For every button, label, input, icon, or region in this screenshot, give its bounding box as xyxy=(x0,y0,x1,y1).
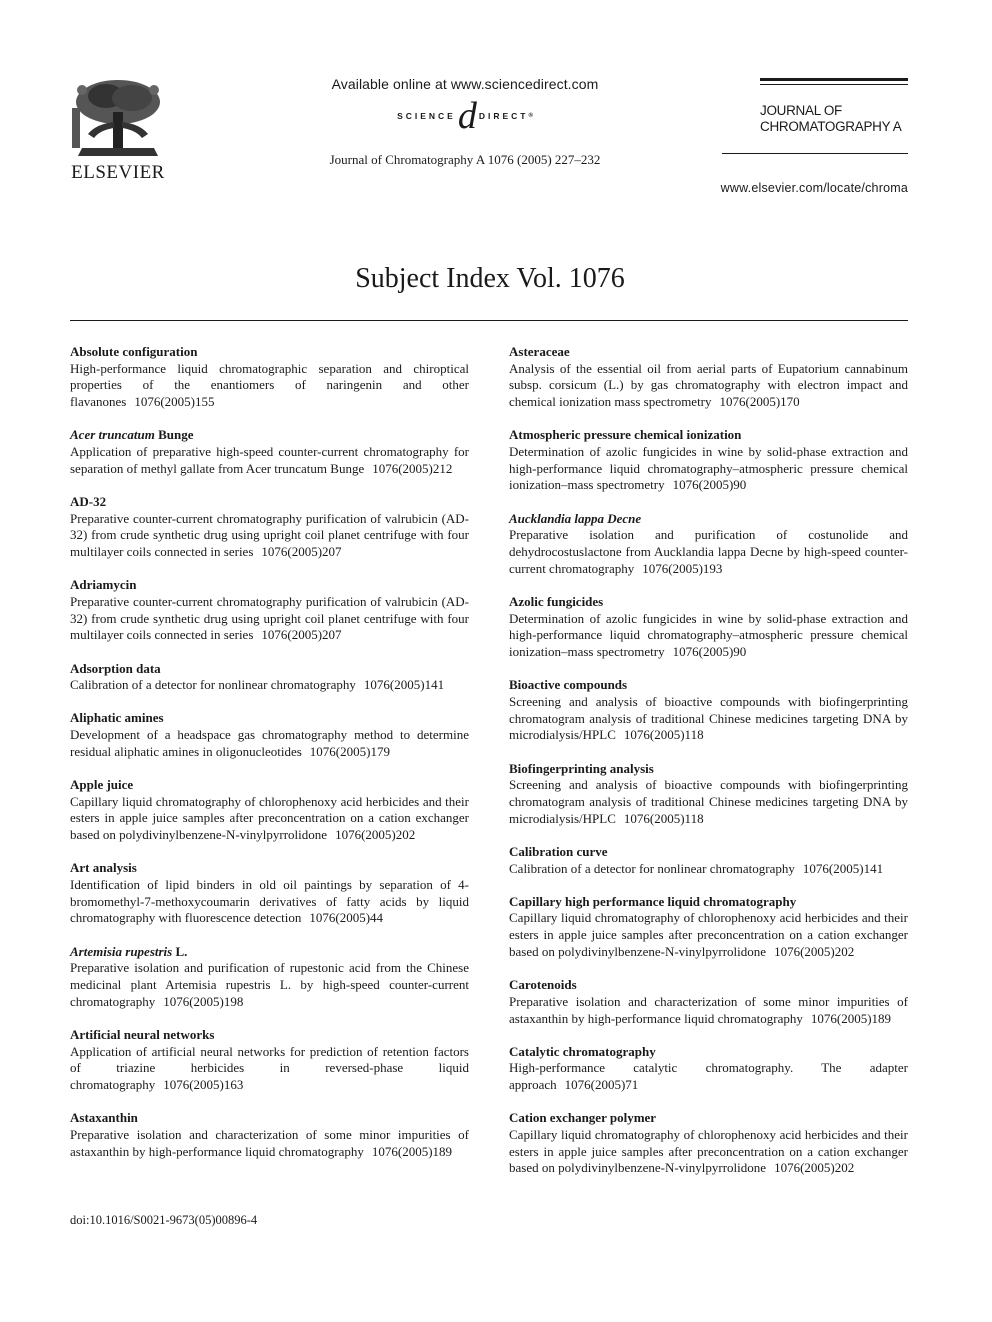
index-entry xyxy=(70,777,469,844)
index-term xyxy=(70,777,469,794)
index-description-text: Identification of lipid binders in old oil paintings by separation of 4-bromomethyl-7-methoxycoumarin derivatives of fatty acids by liquid chromatography with fluorescence detection xyxy=(70,877,469,926)
index-description-text: Screening and analysis of bioactive compounds with biofingerprinting chromatogram analysis of traditional Chinese medicines targeting DNA by microdialysis/HPLC xyxy=(509,693,908,743)
index-term-text: Cation exchanger polymer xyxy=(509,1110,657,1126)
index-reference-link[interactable]: 1076(2005)198 xyxy=(163,993,244,1009)
index-reference-link[interactable]: 1076(2005)71 xyxy=(564,1077,639,1093)
index-description xyxy=(70,877,469,927)
index-term-text: Asteraceae xyxy=(509,344,570,359)
index-reference-link[interactable]: 1076(2005)141 xyxy=(363,677,445,693)
index-entry xyxy=(70,427,469,477)
journal-masthead xyxy=(760,78,908,154)
masthead-rule-thin xyxy=(760,84,908,85)
index-description-text: Screening and analysis of bioactive compounds with biofingerprinting chromatogram analysis of traditional Chinese medicines targeting DNA by microdialysis/HPLC xyxy=(509,777,908,826)
index-reference-link[interactable]: 1076(2005)202 xyxy=(774,943,855,959)
index-description xyxy=(70,960,469,1010)
index-entry xyxy=(70,1110,469,1160)
index-term xyxy=(509,511,908,528)
index-description-text: Development of a headspace gas chromatography method to determine residual aliphatic amines in oligonucleotides xyxy=(70,727,469,759)
index-description-text: Capillary liquid chromatography of chlorophenoxy acid herbicides and their esters in apple juice samples after preconcentration on a cation exchanger based on polydivinylbenzene-N-vinylpyrrolidone xyxy=(509,1127,908,1176)
index-entry xyxy=(70,494,469,561)
index-term-text: Artificial neural networks xyxy=(70,1027,215,1042)
index-entry xyxy=(509,427,908,494)
index-term-text: Absolute configuration xyxy=(70,344,198,359)
index-reference-link[interactable]: 1076(2005)163 xyxy=(163,1077,244,1093)
index-reference-link[interactable]: 1076(2005)90 xyxy=(672,477,747,493)
index-term xyxy=(70,1110,469,1127)
index-description xyxy=(509,861,908,878)
index-entry xyxy=(509,677,908,744)
index-term-text: Aliphatic amines xyxy=(70,710,164,726)
index-description xyxy=(509,611,908,661)
index-term-italic: Aucklandia lappa Decne xyxy=(509,510,642,526)
index-reference-link[interactable]: 1076(2005)179 xyxy=(309,743,390,759)
index-description xyxy=(509,910,908,960)
index-description-text: Preparative isolation and characterization of some minor impurities of astaxanthin by high-performance liquid chromatography xyxy=(509,993,908,1026)
index-description xyxy=(509,361,908,411)
index-term-text: AD-32 xyxy=(70,493,107,509)
index-term xyxy=(509,677,908,694)
index-reference-link[interactable]: 1076(2005)141 xyxy=(802,860,884,876)
index-description xyxy=(509,777,908,827)
index-reference-link[interactable]: 1076(2005)90 xyxy=(672,644,747,660)
index-term-text: Calibration curve xyxy=(509,843,608,859)
index-description-text: Preparative isolation and characterization of some minor impurities of astaxanthin by high-performance liquid chromatography xyxy=(70,1127,469,1159)
sd-right-text: DIRECT xyxy=(478,111,529,121)
index-term-text: Carotenoids xyxy=(509,977,577,993)
journal-citation: Journal of Chromatography A 1076 (2005) 227–232 xyxy=(329,152,601,167)
doi-footer[interactable]: doi:10.1016/S0021-9673(05)00896-4 xyxy=(70,1213,258,1227)
journal-name-line1: JOURNAL OF xyxy=(760,103,843,118)
index-reference-link[interactable]: 1076(2005)193 xyxy=(642,560,723,576)
index-reference-link[interactable]: 1076(2005)207 xyxy=(261,544,342,560)
index-reference-link[interactable]: 1076(2005)202 xyxy=(335,827,416,843)
index-description-text: Determination of azolic fungicides in wine by solid-phase extraction and high-performance liquid chromatography–atmospheric pressure chemical ionization–mass spectrometry xyxy=(509,444,908,493)
index-term xyxy=(70,710,469,727)
right-column xyxy=(509,344,908,1194)
index-description-text: Capillary liquid chromatography of chlorophenoxy acid herbicides and their esters in apple juice samples after preconcentration on a cation exchanger based on polydivinylbenzene-N-vinylpyrrolidone xyxy=(70,793,469,843)
index-description-text: Calibration of a detector for nonlinear chromatography xyxy=(70,677,356,693)
masthead-rule-bottom xyxy=(722,153,908,154)
index-term xyxy=(509,1110,908,1127)
index-term xyxy=(509,594,908,611)
sciencedirect-logo xyxy=(300,96,630,136)
index-entry xyxy=(509,594,908,661)
index-reference-link[interactable]: 1076(2005)118 xyxy=(623,727,704,743)
index-term xyxy=(70,944,469,961)
index-term xyxy=(70,860,469,877)
index-description-text: Preparative isolation and purification of rupestonic acid from the Chinese medicinal plant Artemisia rupestris L. by high-speed counter-current chromatography xyxy=(70,960,469,1009)
index-term-italic: Acer truncatum xyxy=(70,427,155,443)
available-online-text: Available online at www.sciencedirect.com xyxy=(331,76,599,92)
index-description xyxy=(509,694,908,744)
index-term xyxy=(509,427,908,444)
index-term-text: Art analysis xyxy=(70,860,137,876)
index-description-text: High-performance catalytic chromatography. The adapter approach xyxy=(509,1060,908,1093)
index-entry xyxy=(509,761,908,828)
index-entry xyxy=(509,511,908,578)
index-entry xyxy=(509,977,908,1027)
index-term-text: Bunge xyxy=(158,427,194,443)
index-term-italic: Artemisia rupestris xyxy=(70,943,173,959)
index-description xyxy=(70,1044,469,1094)
index-reference-link[interactable]: 1076(2005)189 xyxy=(371,1143,453,1159)
index-description xyxy=(70,677,469,694)
index-entry xyxy=(70,860,469,927)
index-description xyxy=(70,361,469,411)
index-description xyxy=(509,1060,908,1093)
index-description-text: Application of artificial neural networks for prediction of retention factors of triazine herbicides in reversed-phase liquid chromatography xyxy=(70,1043,469,1093)
index-term xyxy=(70,1027,469,1044)
index-description xyxy=(509,444,908,494)
index-term-text: Adriamycin xyxy=(70,577,137,593)
sd-registered-mark: ® xyxy=(528,113,533,119)
index-entry xyxy=(70,344,469,411)
index-term xyxy=(509,844,908,861)
index-term xyxy=(509,761,908,778)
index-term-text: Bioactive compounds xyxy=(509,677,628,693)
masthead-rule-thick xyxy=(760,78,908,81)
index-description xyxy=(70,511,469,561)
index-entry xyxy=(509,1044,908,1094)
index-term xyxy=(509,1044,908,1061)
index-description-text: High-performance liquid chromatographic separation and chiroptical properties of the enantiomers of naringenin and other flavanones xyxy=(70,360,469,410)
index-reference-link[interactable]: 1076(2005)202 xyxy=(774,1160,855,1176)
index-term xyxy=(70,427,469,444)
index-reference-link[interactable]: 1076(2005)212 xyxy=(372,460,453,476)
index-term xyxy=(509,894,908,911)
publisher-logo xyxy=(68,78,168,184)
page-title: Subject Index Vol. 1076 xyxy=(355,263,625,294)
index-description-text: Preparative counter-current chromatography purification of valrubicin (AD-32) from crude synthetic drug using upright coil planet centrifuge with four multilayer coils connected in series xyxy=(70,510,469,560)
index-term-text: L. xyxy=(175,943,188,959)
index-term xyxy=(509,344,908,361)
index-term-text: Adsorption data xyxy=(70,660,161,676)
index-description-text: Capillary liquid chromatography of chlorophenoxy acid herbicides and their esters in apple juice samples after preconcentration on a cation exchanger based on polydivinylbenzene-N-vinylpyrrolidone xyxy=(509,910,908,959)
index-entry xyxy=(70,944,469,1011)
index-reference-link[interactable]: 1076(2005)118 xyxy=(623,810,704,826)
index-term-text: Apple juice xyxy=(70,777,134,793)
index-entry xyxy=(509,1110,908,1177)
index-description-text: Preparative counter-current chromatography purification of valrubicin (AD-32) from crude synthetic drug using upright coil planet centrifuge with four multilayer coils connected in series xyxy=(70,593,469,643)
index-description xyxy=(509,1127,908,1177)
index-term xyxy=(70,344,469,361)
elsevier-tree-icon xyxy=(68,78,168,160)
index-reference-link[interactable]: 1076(2005)189 xyxy=(810,1010,892,1026)
index-description-text: Preparative isolation and purification of costunolide and dehydrocostuslactone from Aucklandia lappa Decne by high-speed counter-current chromatography xyxy=(509,527,908,576)
index-reference-link[interactable]: 1076(2005)170 xyxy=(719,394,800,410)
title-divider xyxy=(70,320,908,321)
index-entry xyxy=(509,894,908,961)
left-column xyxy=(70,344,469,1177)
index-description xyxy=(70,727,469,760)
index-description xyxy=(70,594,469,644)
index-term xyxy=(70,661,469,678)
index-entry xyxy=(509,344,908,411)
index-description-text: Calibration of a detector for nonlinear chromatography xyxy=(509,860,795,876)
sd-at-icon: d xyxy=(457,95,477,137)
index-term-text: Biofingerprinting analysis xyxy=(509,760,654,776)
index-entry xyxy=(70,710,469,760)
index-description xyxy=(509,527,908,577)
index-term-text: Astaxanthin xyxy=(70,1110,138,1126)
index-term-text: Atmospheric pressure chemical ionization xyxy=(509,427,742,443)
index-description xyxy=(70,1127,469,1160)
index-term-text: Catalytic chromatography xyxy=(509,1043,656,1059)
index-description-text: Determination of azolic fungicides in wine by solid-phase extraction and high-performance liquid chromatography–atmospheric pressure chemical ionization–mass spectrometry xyxy=(509,610,908,660)
index-description-text: Application of preparative high-speed counter-current chromatography for separation of methyl gallate from Acer truncatum Bunge xyxy=(70,444,469,476)
index-reference-link[interactable]: 1076(2005)44 xyxy=(309,910,384,926)
publisher-name: ELSEVIER xyxy=(71,162,165,183)
index-entry xyxy=(70,1027,469,1094)
index-term-text: Capillary high performance liquid chromatography xyxy=(509,893,797,909)
index-entry xyxy=(70,661,469,694)
index-description xyxy=(70,794,469,844)
journal-name-line2: CHROMATOGRAPHY A xyxy=(760,119,902,134)
sciencedirect-header xyxy=(300,76,630,168)
index-term xyxy=(70,494,469,511)
index-term xyxy=(509,977,908,994)
journal-name xyxy=(760,103,908,135)
index-entry xyxy=(70,577,469,644)
journal-url-link[interactable]: www.elsevier.com/locate/chroma xyxy=(720,181,908,195)
index-term xyxy=(70,577,469,594)
index-description xyxy=(70,444,469,477)
index-description-text: Analysis of the essential oil from aerial parts of Eupatorium cannabinum subsp. corsicum (L.) by gas chromatography with electron impact and chemical ionization mass spectrometry xyxy=(509,360,908,410)
index-reference-link[interactable]: 1076(2005)207 xyxy=(261,627,342,643)
sd-left-text: SCIENCE xyxy=(397,111,456,121)
index-reference-link[interactable]: 1076(2005)155 xyxy=(134,394,215,410)
index-description xyxy=(509,994,908,1027)
index-entry xyxy=(509,844,908,877)
index-term-text: Azolic fungicides xyxy=(509,593,604,609)
